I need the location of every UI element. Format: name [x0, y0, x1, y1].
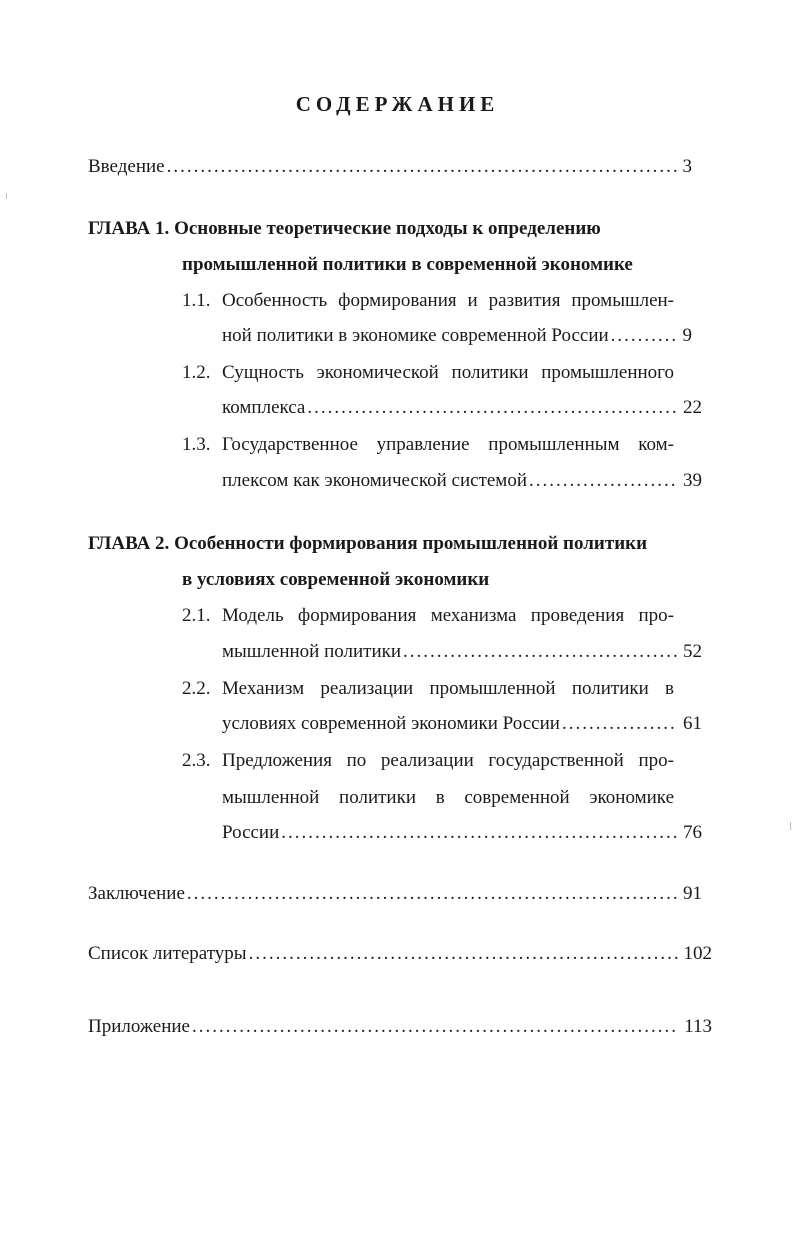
- toc-entry-label: Приложение: [88, 1016, 190, 1037]
- section-2-1-entry[interactable]: [222, 640, 702, 664]
- chapter-2-heading[interactable]: [88, 532, 647, 556]
- section-2-2-line1[interactable]: Механизм реализации промышленной политики в: [222, 678, 674, 699]
- chapter-1-heading[interactable]: [88, 217, 601, 241]
- section-1-1-entry[interactable]: [222, 324, 692, 348]
- section-1-3-line1[interactable]: Государственное управление промышленным ком-: [222, 434, 674, 455]
- toc-entry-label: мышленной политики: [222, 641, 402, 662]
- leader-dots: [611, 324, 677, 348]
- chapter-2-title-line2: в условиях современной экономики: [182, 569, 490, 590]
- leader-dots: [562, 712, 677, 736]
- toc-entry-label: плексом как экономической системой: [222, 470, 528, 491]
- section-number: 1.1.: [182, 290, 211, 311]
- toc-entry-page: 102: [683, 943, 712, 964]
- leader-dots: [167, 155, 677, 179]
- scan-mark: [790, 822, 791, 830]
- leader-dots: [281, 821, 677, 845]
- section-2-3-entry[interactable]: [222, 821, 702, 845]
- section-2-1-line1[interactable]: Модель формирования механизма проведения про-: [222, 605, 674, 626]
- section-number: 2.3.: [182, 750, 211, 771]
- toc-entry-label: России: [222, 822, 280, 843]
- section-number: 2.1.: [182, 605, 211, 626]
- scan-mark: [6, 193, 7, 199]
- toc-entry-page: 39: [683, 470, 702, 491]
- toc-entry-page: 52: [683, 641, 702, 662]
- toc-entry-label: Введение: [88, 156, 165, 177]
- leader-dots: [192, 1015, 678, 1039]
- chapter-2-title-line1: Особенности формирования промышленной политики: [174, 533, 648, 554]
- toc-entry-conclusion[interactable]: [88, 882, 702, 906]
- section-1-2-line1[interactable]: Сущность экономической политики промышленного: [222, 362, 674, 383]
- toc-entry-appendix[interactable]: [88, 1015, 712, 1039]
- leader-dots: [249, 942, 678, 966]
- section-2-2-entry[interactable]: [222, 712, 702, 736]
- toc-entry-page: 113: [684, 1016, 712, 1037]
- section-2-3-line2[interactable]: мышленной политики в современной экономике: [222, 787, 674, 808]
- section-number: 2.2.: [182, 678, 211, 699]
- toc-entry-page: 76: [683, 822, 702, 843]
- leader-dots: [187, 882, 677, 906]
- section-1-1-line1[interactable]: Особенность формирования и развития промышлен-: [222, 290, 674, 311]
- page-title: СОДЕРЖАНИЕ: [295, 92, 500, 116]
- section-number: 1.3.: [182, 434, 211, 455]
- toc-entry-page: 9: [682, 325, 692, 346]
- chapter-1-title-line2: промышленной политики в современной экономике: [182, 254, 633, 275]
- toc-entry-page: 22: [683, 397, 702, 418]
- toc-entry-label: условиях современной экономики России: [222, 713, 560, 734]
- toc-entry-intro[interactable]: [88, 155, 692, 179]
- section-number: 1.2.: [182, 362, 211, 383]
- chapter-1-prefix: ГЛАВА 1.: [88, 218, 170, 239]
- toc-entry-page: 61: [683, 713, 702, 734]
- toc-entry-references[interactable]: [88, 942, 712, 966]
- leader-dots: [529, 469, 677, 493]
- leader-dots: [307, 396, 677, 420]
- toc-entry-label: ной политики в экономике современной России: [222, 325, 609, 346]
- toc-entry-label: комплекса: [222, 397, 306, 418]
- toc-entry-label: Заключение: [88, 883, 185, 904]
- section-1-3-entry[interactable]: [222, 469, 702, 493]
- toc-entry-label: Список литературы: [88, 943, 247, 964]
- chapter-1-title-line1: Основные теоретические подходы к определению: [174, 218, 601, 239]
- section-1-2-entry[interactable]: [222, 396, 702, 420]
- section-2-3-line1[interactable]: Предложения по реализации государственной про-: [222, 750, 674, 771]
- chapter-2-prefix: ГЛАВА 2.: [88, 533, 170, 554]
- toc-entry-page: 91: [683, 883, 702, 904]
- toc-entry-page: 3: [682, 156, 692, 177]
- leader-dots: [403, 640, 677, 664]
